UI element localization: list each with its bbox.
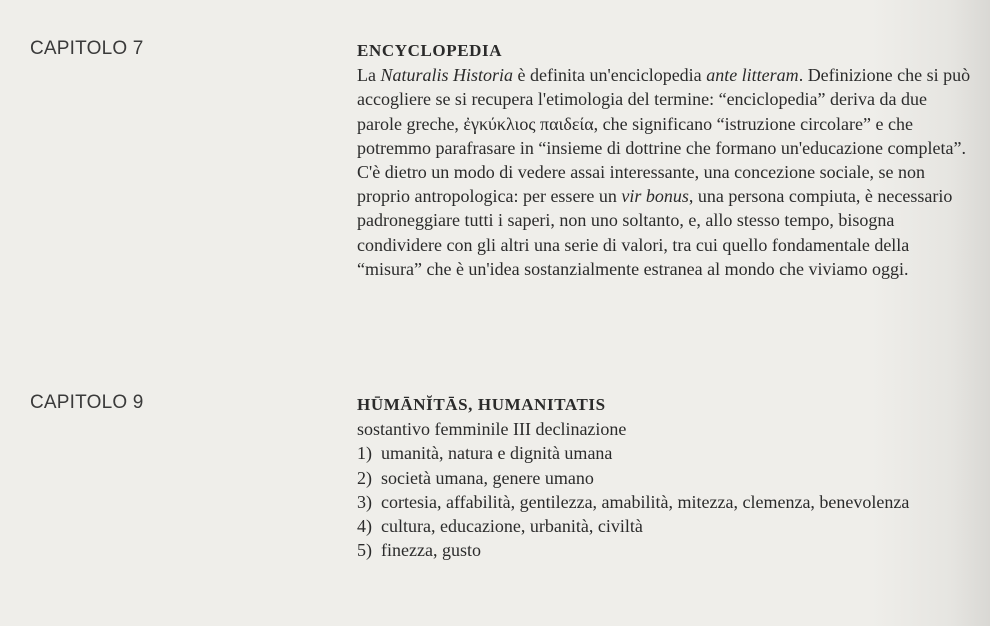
body-segment: . Definizione che si può accogliere se si recupera l'etimologia del termine: “enciclopedia” deriva da due parole greche, ἐγκύκλιος παιδεία, che significano “istruzione circolare” e che potremmo parafrasare in “insieme di dottrine che formano un'educazione completa”. C'è dietro un modo di vedere assai interessante, una concezione sociale, se non proprio antropologica: per essere un xyxy=(357,65,971,207)
definition-item xyxy=(357,490,972,514)
body-segment-italic: Naturalis Historia xyxy=(380,65,514,86)
entry-grammar: sostantivo femminile III declinazione xyxy=(357,419,627,440)
definition-item xyxy=(357,514,972,538)
entry-encyclopedia xyxy=(357,39,972,281)
definition-number: 2) xyxy=(357,467,372,488)
definition-text: cortesia, affabilità, gentilezza, amabilità, mitezza, clemenza, benevolenza xyxy=(381,491,910,512)
entry-body xyxy=(357,63,972,281)
definition-number: 1) xyxy=(357,443,372,464)
body-segment-italic: vir bonus xyxy=(621,186,689,207)
definition-text: finezza, gusto xyxy=(381,540,481,561)
chapter-label-9: CAPITOLO 9 xyxy=(30,392,144,413)
definition-item xyxy=(357,538,972,562)
definition-item xyxy=(357,466,972,490)
definition-number: 5) xyxy=(357,540,372,561)
definition-number: 4) xyxy=(357,516,372,537)
definition-list xyxy=(357,441,972,562)
definition-item xyxy=(357,441,972,465)
definition-text: società umana, genere umano xyxy=(381,467,594,488)
entry-title: HŪMĀNĬTĀS, HUMANITATIS xyxy=(357,395,606,414)
chapter-label-7: CAPITOLO 7 xyxy=(30,38,144,59)
body-segment: è definita un'enciclopedia xyxy=(513,65,707,86)
body-segment-italic: ante litteram xyxy=(706,65,799,86)
definition-text: cultura, educazione, urbanità, civiltà xyxy=(381,516,643,537)
body-segment: , una persona compiuta, è necessario padroneggiare tutti i saperi, non uno soltanto, e, allo stesso tempo, bisogna condividere con gli altri una serie di valori, tra cui quello fondamentale della “misura” che è un'idea sostanzialmente estranea al mondo che viviamo oggi. xyxy=(357,186,953,279)
entry-humanitas xyxy=(357,393,972,562)
definition-number: 3) xyxy=(357,491,372,512)
definition-text: umanità, natura e dignità umana xyxy=(381,443,613,464)
entry-title: ENCYCLOPEDIA xyxy=(357,41,503,60)
body-segment: La xyxy=(357,65,381,86)
